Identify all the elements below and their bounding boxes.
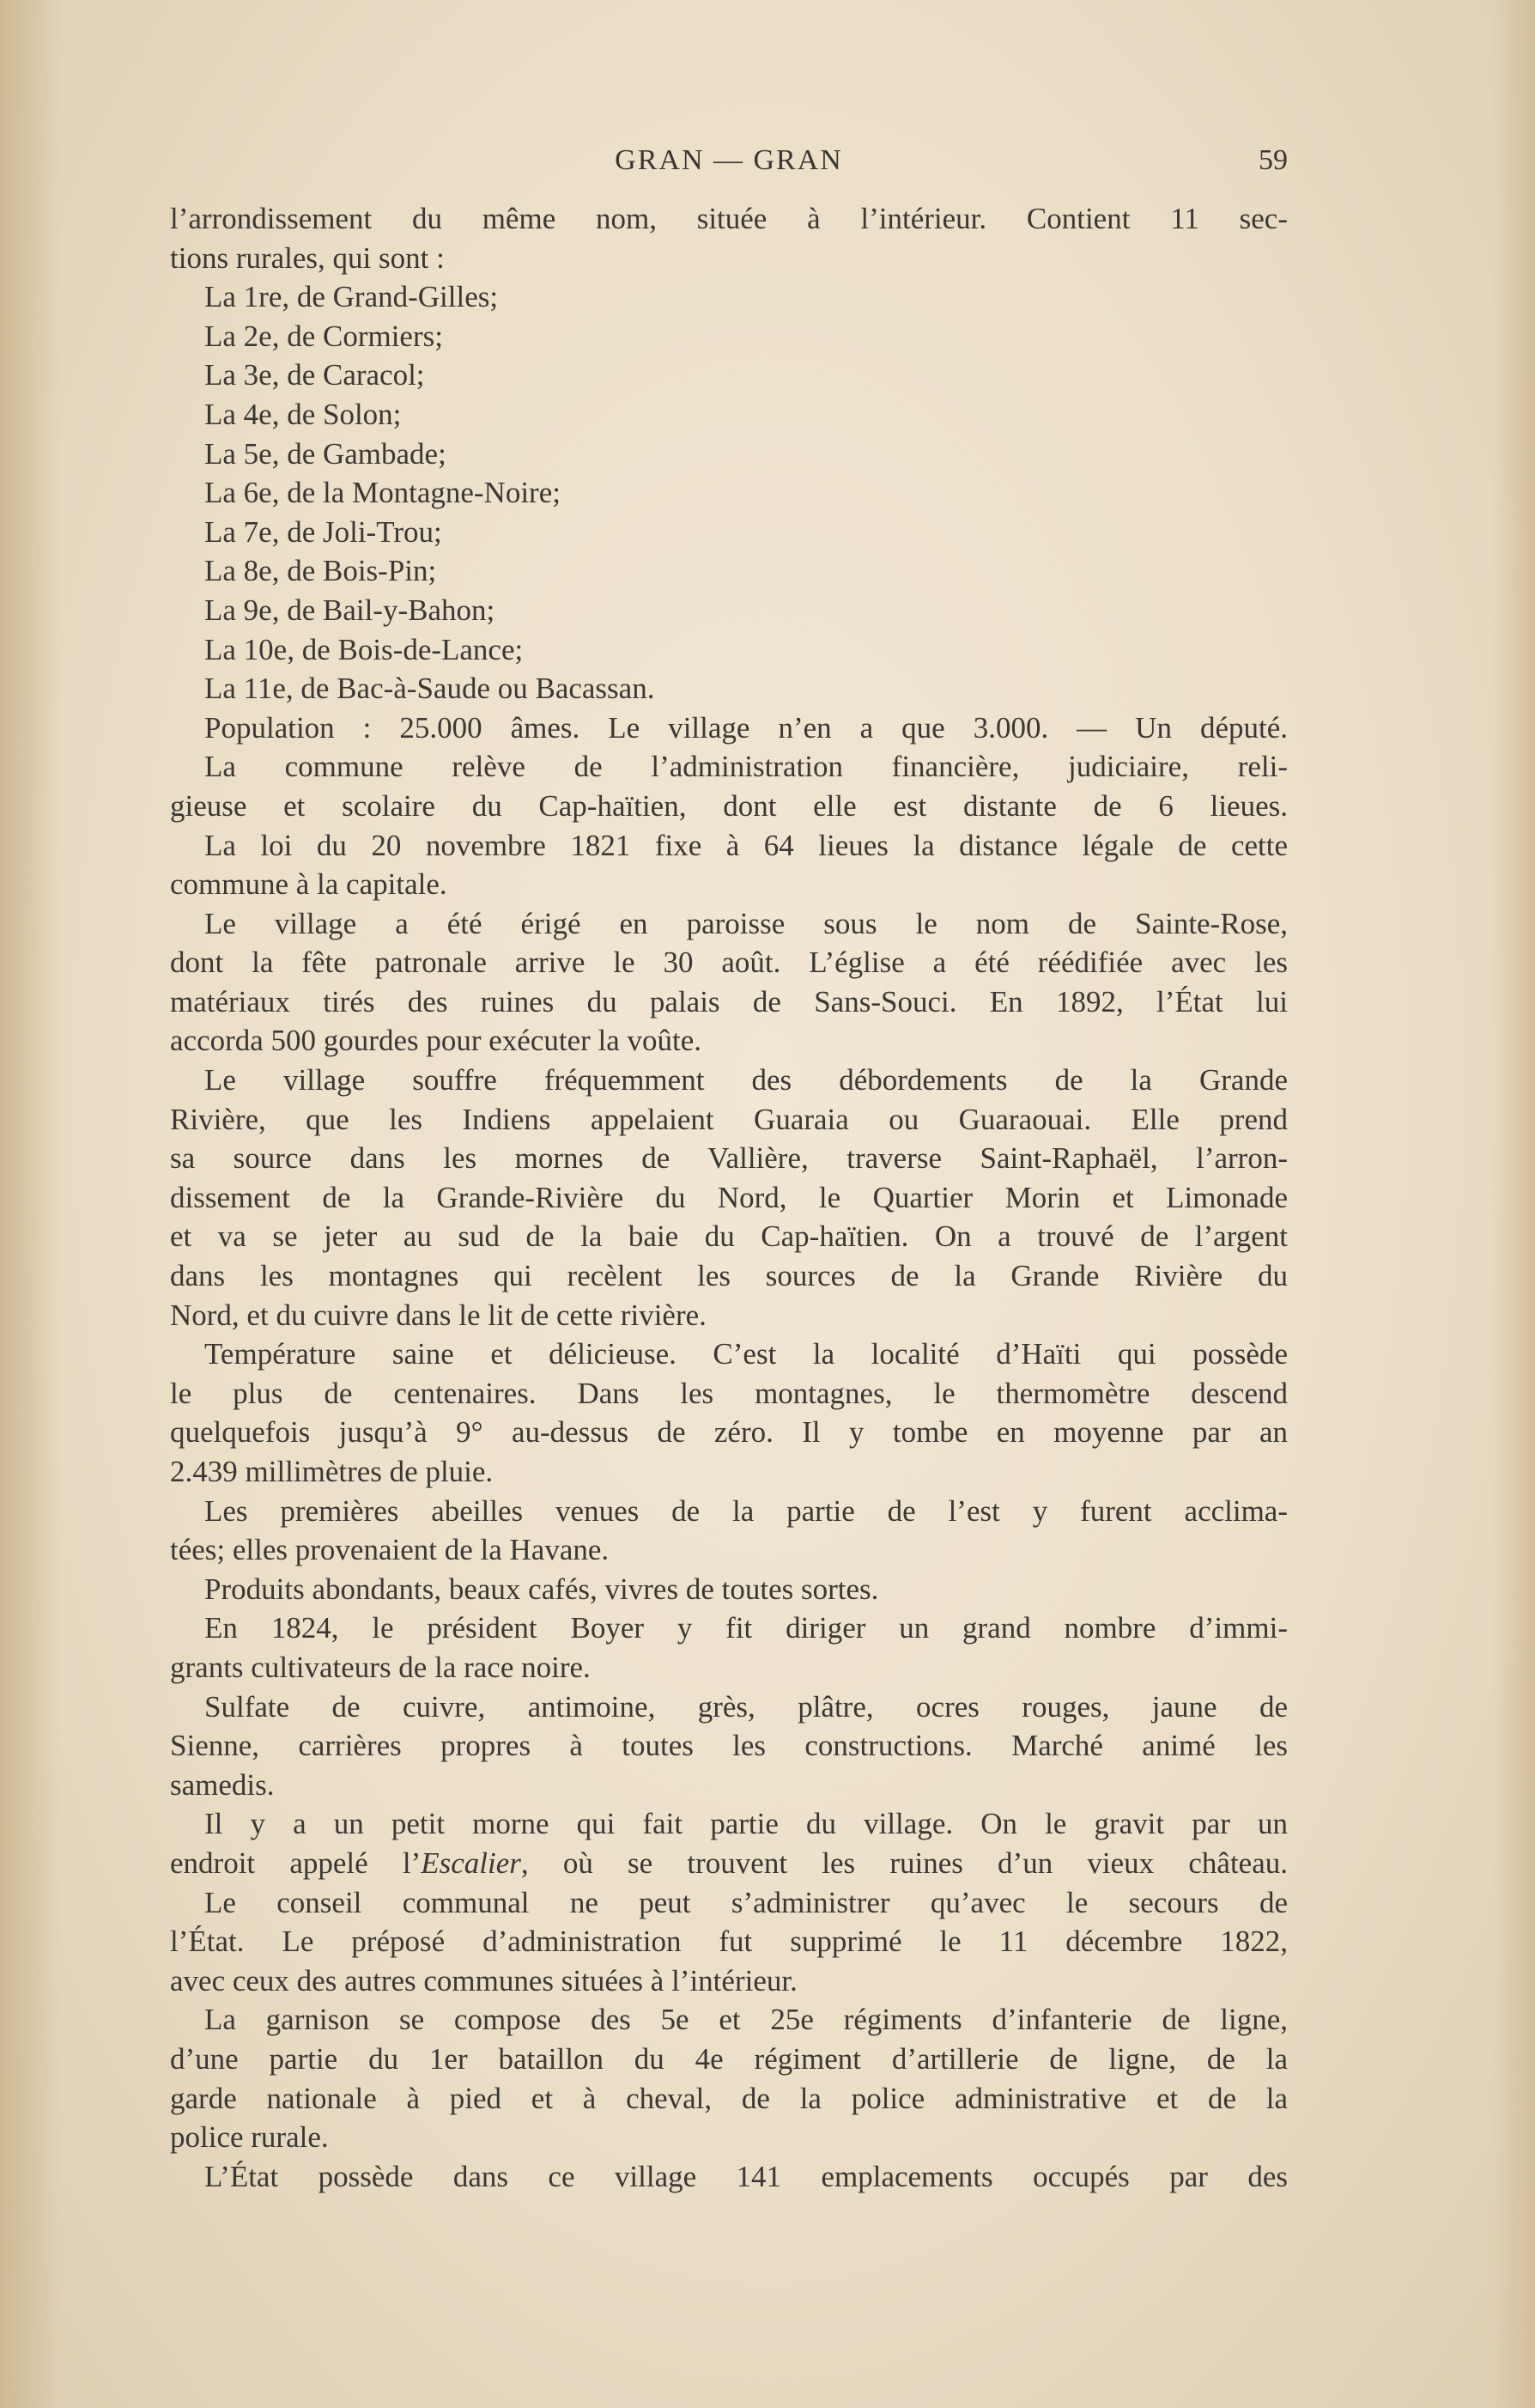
text-line: police rurale. xyxy=(170,2120,329,2155)
text-line: La commune relève de l’administration financière, judiciaire, reli- xyxy=(204,750,1288,784)
section-list-item: La 1re, de Grand-Gilles; xyxy=(204,280,499,314)
text-line: garde nationale à pied et à cheval, de la police administrative et de la xyxy=(170,2081,1288,2115)
text-line: d’une partie du 1er bataillon du 4e régiment d’artillerie de ligne, de la xyxy=(170,2041,1288,2076)
text-line: Le village souffre fréquemment des débordements de la Grande xyxy=(204,1063,1288,1098)
page-edge-left xyxy=(0,0,60,2408)
page-header xyxy=(170,144,1288,182)
text-line: avec ceux des autres communes situées à l’intérieur. xyxy=(170,1963,798,1998)
text-line: dissement de la Grande-Rivière du Nord, le Quartier Morin et Limonade xyxy=(170,1180,1288,1214)
text-line: Le village a été érigé en paroisse sous le nom de Sainte-Rose, xyxy=(204,906,1288,940)
text-line: Sienne, carrières propres à toutes les constructions. Marché animé les xyxy=(170,1729,1288,1763)
text-line: Les premières abeilles venues de la partie de l’est y furent acclima- xyxy=(204,1493,1288,1528)
page-edge-right xyxy=(1492,0,1535,2408)
body-text xyxy=(170,199,1288,2196)
text-line: le plus de centenaires. Dans les montagnes, le thermomètre descend xyxy=(170,1376,1288,1410)
text-line: La loi du 20 novembre 1821 fixe à 64 lieues la distance légale de cette xyxy=(204,828,1288,862)
text-line: Produits abondants, beaux cafés, vivres de toutes sortes. xyxy=(204,1572,879,1606)
section-list-item: La 4e, de Solon; xyxy=(204,397,402,431)
text-line: En 1824, le président Boyer y fit diriger un grand nombre d’immi- xyxy=(204,1611,1288,1645)
text-line: dans les montagnes qui recèlent les sources de la Grande Rivière du xyxy=(170,1259,1288,1293)
text-line: samedis. xyxy=(170,1767,275,1802)
text-line: sa source dans les mornes de Vallière, traverse Saint-Raphaël, l’arron- xyxy=(170,1141,1288,1176)
text-line: tions rurales, qui sont : xyxy=(170,240,445,275)
text-line: l’arrondissement du même nom, située à l’intérieur. Contient 11 sec- xyxy=(170,202,1288,235)
text-line: dont la fête patronale arrive le 30 août. L’église a été réédifiée avec les xyxy=(170,946,1288,980)
text-line xyxy=(170,1844,1288,1883)
section-list-item: La 7e, de Joli-Trou; xyxy=(204,514,442,549)
text-line: accorda 500 gourdes pour exécuter la voûte. xyxy=(170,1024,702,1058)
text-line: tées; elles provenaient de la Havane. xyxy=(170,1533,610,1567)
text-line: Rivière, que les Indiens appelaient Guaraia ou Guaraouai. Elle prend xyxy=(170,1102,1288,1136)
text-line: Il y a un petit morne qui fait partie du village. On le gravit par un xyxy=(204,1807,1288,1841)
section-list-item: La 9e, de Bail-y-Bahon; xyxy=(204,593,495,627)
text-line: Nord, et du cuivre dans le lit de cette rivière. xyxy=(170,1298,707,1332)
section-list-item: La 10e, de Bois-de-Lance; xyxy=(204,632,524,666)
text-line: Population : 25.000 âmes. Le village n’en a que 3.000. — Un député. xyxy=(204,710,1288,745)
section-list-item: La 11e, de Bac-à-Saude ou Bacassan. xyxy=(204,672,655,706)
section-list-item: La 8e, de Bois-Pin; xyxy=(204,554,437,588)
section-list-item: La 6e, de la Montagne-Noire; xyxy=(204,476,561,510)
text-line: La garnison se compose des 5e et 25e régiments d’infanterie de ligne, xyxy=(204,2003,1288,2037)
text-line: Température saine et délicieuse. C’est la localité d’Haïti qui possède xyxy=(204,1337,1288,1371)
text-segment: endroit appelé l’ xyxy=(170,1846,422,1880)
text-line: l’État. Le préposé d’administration fut supprimé le 11 décembre 1822, xyxy=(170,1925,1288,1959)
text-line: quelquefois jusqu’à 9° au-dessus de zéro. Il y tombe en moyenne par an xyxy=(170,1415,1288,1450)
text-line: commune à la capitale. xyxy=(170,867,447,902)
text-line: L’État possède dans ce village 141 emplacements occupés par des xyxy=(204,2159,1288,2193)
text-line: et va se jeter au sud de la baie du Cap-haïtien. On a trouvé de l’argent xyxy=(170,1219,1288,1254)
italic-term: Escalier xyxy=(421,1846,521,1880)
text-line: grants cultivateurs de la race noire. xyxy=(170,1650,591,1684)
text-segment: , où se trouvent les ruines d’un vieux château. xyxy=(520,1846,1288,1880)
text-line: gieuse et scolaire du Cap-haïtien, dont elle est distante de 6 lieues. xyxy=(170,788,1288,823)
running-title: GRAN — GRAN xyxy=(615,144,843,176)
section-list-item: La 5e, de Gambade; xyxy=(204,436,446,471)
page-number: 59 xyxy=(1259,144,1288,176)
text-line: Sulfate de cuivre, antimoine, grès, plâtre, ocres rouges, jaune de xyxy=(204,1689,1288,1724)
text-line: 2.439 millimètres de pluie. xyxy=(170,1455,494,1488)
text-line: Le conseil communal ne peut s’administrer qu’avec le secours de xyxy=(204,1885,1288,1919)
text-line: matériaux tirés des ruines du palais de Sans-Souci. En 1892, l’État lui xyxy=(170,984,1288,1019)
section-list-item: La 2e, de Cormiers; xyxy=(204,319,443,353)
section-list-item: La 3e, de Caracol; xyxy=(204,358,425,392)
